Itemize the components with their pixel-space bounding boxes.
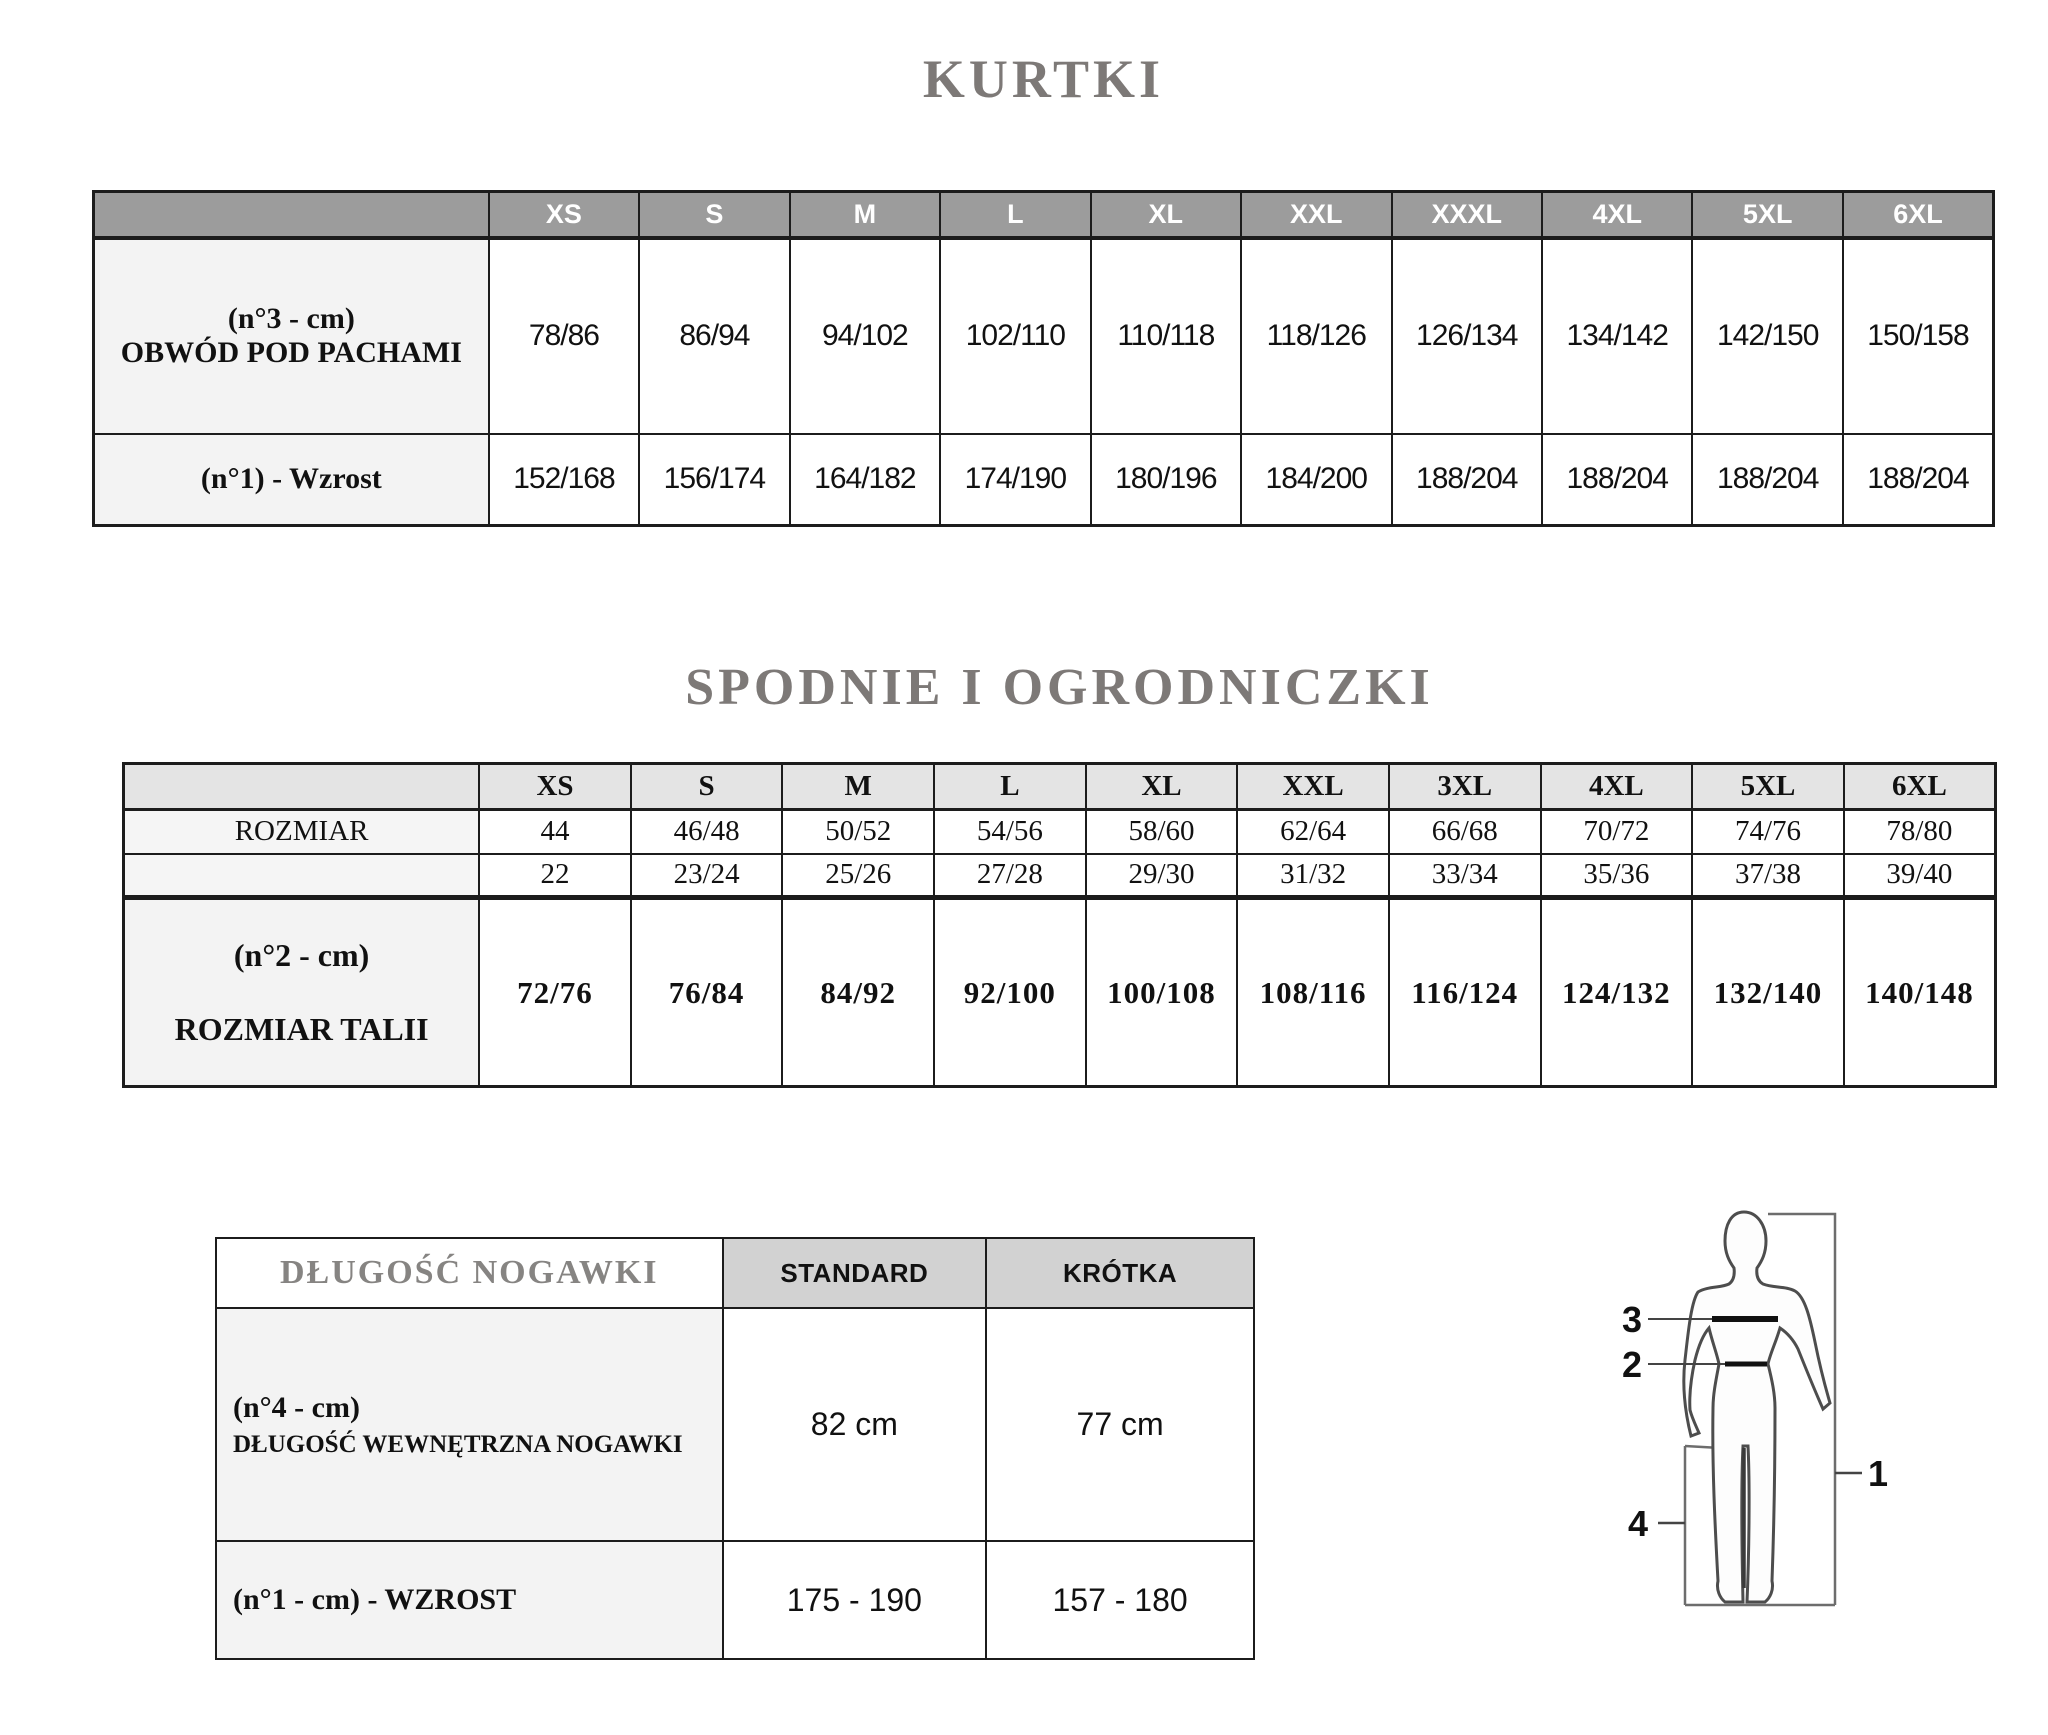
height-value: 174/190: [940, 434, 1090, 526]
row-label-line1: (n°1 - cm) - WZROST: [233, 1583, 517, 1616]
rozmiar2-value: 27/28: [934, 854, 1086, 898]
rozmiar-value: 66/68: [1389, 810, 1541, 854]
pants-size-header: XL: [1086, 764, 1238, 810]
rozmiar2-value: 37/38: [1692, 854, 1844, 898]
leg-height-krotka: 157 - 180: [986, 1541, 1254, 1659]
figure-label-inseam: 4: [1628, 1503, 1649, 1544]
pants-size-table: [122, 762, 1997, 1088]
pants-size-header: 5XL: [1692, 764, 1844, 810]
waist-value: 140/148: [1844, 898, 1996, 1087]
leg-inner-standard: 82 cm: [723, 1308, 987, 1541]
jackets-size-header: S: [639, 192, 789, 238]
row-label-line2: OBWÓD POD PACHAMI: [120, 336, 462, 369]
row-label-line2: DŁUGOŚĆ WEWNĘTRZNA NOGAWKI: [233, 1430, 683, 1458]
leg-height-label: [216, 1541, 723, 1659]
waist-value: 84/92: [782, 898, 934, 1087]
pants-size-header: 3XL: [1389, 764, 1541, 810]
pants-size-header: 6XL: [1844, 764, 1996, 810]
jackets-corner-cell: [94, 192, 489, 238]
leg-inner-label: [216, 1308, 723, 1541]
waist-value: 100/108: [1086, 898, 1238, 1087]
height-value: 152/168: [489, 434, 639, 526]
leg-inner-krotka: 77 cm: [986, 1308, 1254, 1541]
leg-col-standard: STANDARD: [723, 1238, 987, 1308]
pants-size-header: L: [934, 764, 1086, 810]
rozmiar-label: ROZMIAR: [124, 810, 480, 854]
waist-value: 108/116: [1237, 898, 1389, 1087]
jackets-title: KURTKI: [922, 49, 1165, 109]
row-label-line2: ROZMIAR TALII: [174, 1011, 429, 1047]
rozmiar-value: 78/80: [1844, 810, 1996, 854]
leg-col-krotka: KRÓTKA: [986, 1238, 1254, 1308]
underarm-value: 86/94: [639, 238, 789, 434]
jackets-size-table: [92, 190, 1995, 527]
rozmiar-value: 44: [479, 810, 631, 854]
underarm-value: 94/102: [790, 238, 940, 434]
underarm-value: 142/150: [1692, 238, 1842, 434]
pants-waist-label: [124, 898, 480, 1087]
rozmiar2-value: 22: [479, 854, 631, 898]
jackets-underarm-label: [94, 238, 489, 434]
jackets-size-header: 6XL: [1843, 192, 1994, 238]
leg-table-title: DŁUGOŚĆ NOGAWKI: [216, 1238, 723, 1308]
pants-size-header: XS: [479, 764, 631, 810]
pants-size-header: M: [782, 764, 934, 810]
rozmiar-value: 74/76: [1692, 810, 1844, 854]
jackets-size-header: M: [790, 192, 940, 238]
pants-rozmiar2-row: [124, 854, 1996, 898]
pants-size-header: 4XL: [1541, 764, 1693, 810]
figure-label-chest: 3: [1622, 1299, 1643, 1340]
jackets-size-header: L: [940, 192, 1090, 238]
rozmiar2-value: 23/24: [631, 854, 783, 898]
leg-header-row: [216, 1238, 1254, 1308]
pants-title: SPODNIE I OGRODNICZKI: [685, 659, 1434, 716]
height-value: 180/196: [1091, 434, 1241, 526]
height-value: 188/204: [1692, 434, 1842, 526]
rozmiar2-value: 31/32: [1237, 854, 1389, 898]
rozmiar-value: 62/64: [1237, 810, 1389, 854]
waist-value: 124/132: [1541, 898, 1693, 1087]
height-value: 188/204: [1392, 434, 1542, 526]
rozmiar2-value: 35/36: [1541, 854, 1693, 898]
jackets-height-label: (n°1) - Wzrost: [94, 434, 489, 526]
pants-waist-row: [124, 898, 1996, 1087]
jackets-height-row: [94, 434, 1994, 526]
underarm-value: 150/158: [1843, 238, 1994, 434]
jackets-size-header: XXXL: [1392, 192, 1542, 238]
underarm-value: 102/110: [940, 238, 1090, 434]
figure-label-height: 1: [1868, 1453, 1889, 1494]
jackets-size-header: XXL: [1241, 192, 1391, 238]
rozmiar2-value: 29/30: [1086, 854, 1238, 898]
jackets-underarm-row: [94, 238, 1994, 434]
waist-value: 116/124: [1389, 898, 1541, 1087]
waist-value: 72/76: [479, 898, 631, 1087]
human-silhouette: [1684, 1212, 1830, 1602]
waist-value: 76/84: [631, 898, 783, 1087]
row-label-line1: (n°4 - cm): [233, 1390, 360, 1424]
rozmiar-value: 54/56: [934, 810, 1086, 854]
underarm-value: 134/142: [1542, 238, 1692, 434]
height-value: 188/204: [1843, 434, 1994, 526]
rozmiar2-value: 39/40: [1844, 854, 1996, 898]
rozmiar-value: 46/48: [631, 810, 783, 854]
rozmiar-value: 58/60: [1086, 810, 1238, 854]
jackets-size-header: 4XL: [1542, 192, 1692, 238]
row-label-line1: (n°2 - cm): [233, 937, 370, 973]
body-measurement-figure: [1598, 1186, 2046, 1706]
height-value: 184/200: [1241, 434, 1391, 526]
pants-corner-cell: [124, 764, 480, 810]
rozmiar-value: 70/72: [1541, 810, 1693, 854]
leg-height-row: [216, 1541, 1254, 1659]
pants-size-header: S: [631, 764, 783, 810]
pants-rozmiar-row: [124, 810, 1996, 854]
underarm-value: 118/126: [1241, 238, 1391, 434]
height-value: 156/174: [639, 434, 789, 526]
waist-value: 92/100: [934, 898, 1086, 1087]
underarm-value: 78/86: [489, 238, 639, 434]
pants-size-header: XXL: [1237, 764, 1389, 810]
jackets-size-header: XS: [489, 192, 639, 238]
underarm-value: 126/134: [1392, 238, 1542, 434]
height-value: 188/204: [1542, 434, 1692, 526]
rozmiar2-value: 25/26: [782, 854, 934, 898]
rozmiar-value: 50/52: [782, 810, 934, 854]
row-label-line1: (n°3 - cm): [227, 302, 355, 335]
jackets-header-row: [94, 192, 1994, 238]
figure-label-waist: 2: [1622, 1344, 1643, 1385]
underarm-value: 110/118: [1091, 238, 1241, 434]
height-value: 164/182: [790, 434, 940, 526]
jackets-size-header: 5XL: [1692, 192, 1842, 238]
leg-height-standard: 175 - 190: [723, 1541, 987, 1659]
leg-length-table: [215, 1237, 1255, 1660]
waist-value: 132/140: [1692, 898, 1844, 1087]
rozmiar2-label-empty: [124, 854, 480, 898]
jackets-size-header: XL: [1091, 192, 1241, 238]
leg-inner-row: [216, 1308, 1254, 1541]
rozmiar2-value: 33/34: [1389, 854, 1541, 898]
pants-header-row: [124, 764, 1996, 810]
